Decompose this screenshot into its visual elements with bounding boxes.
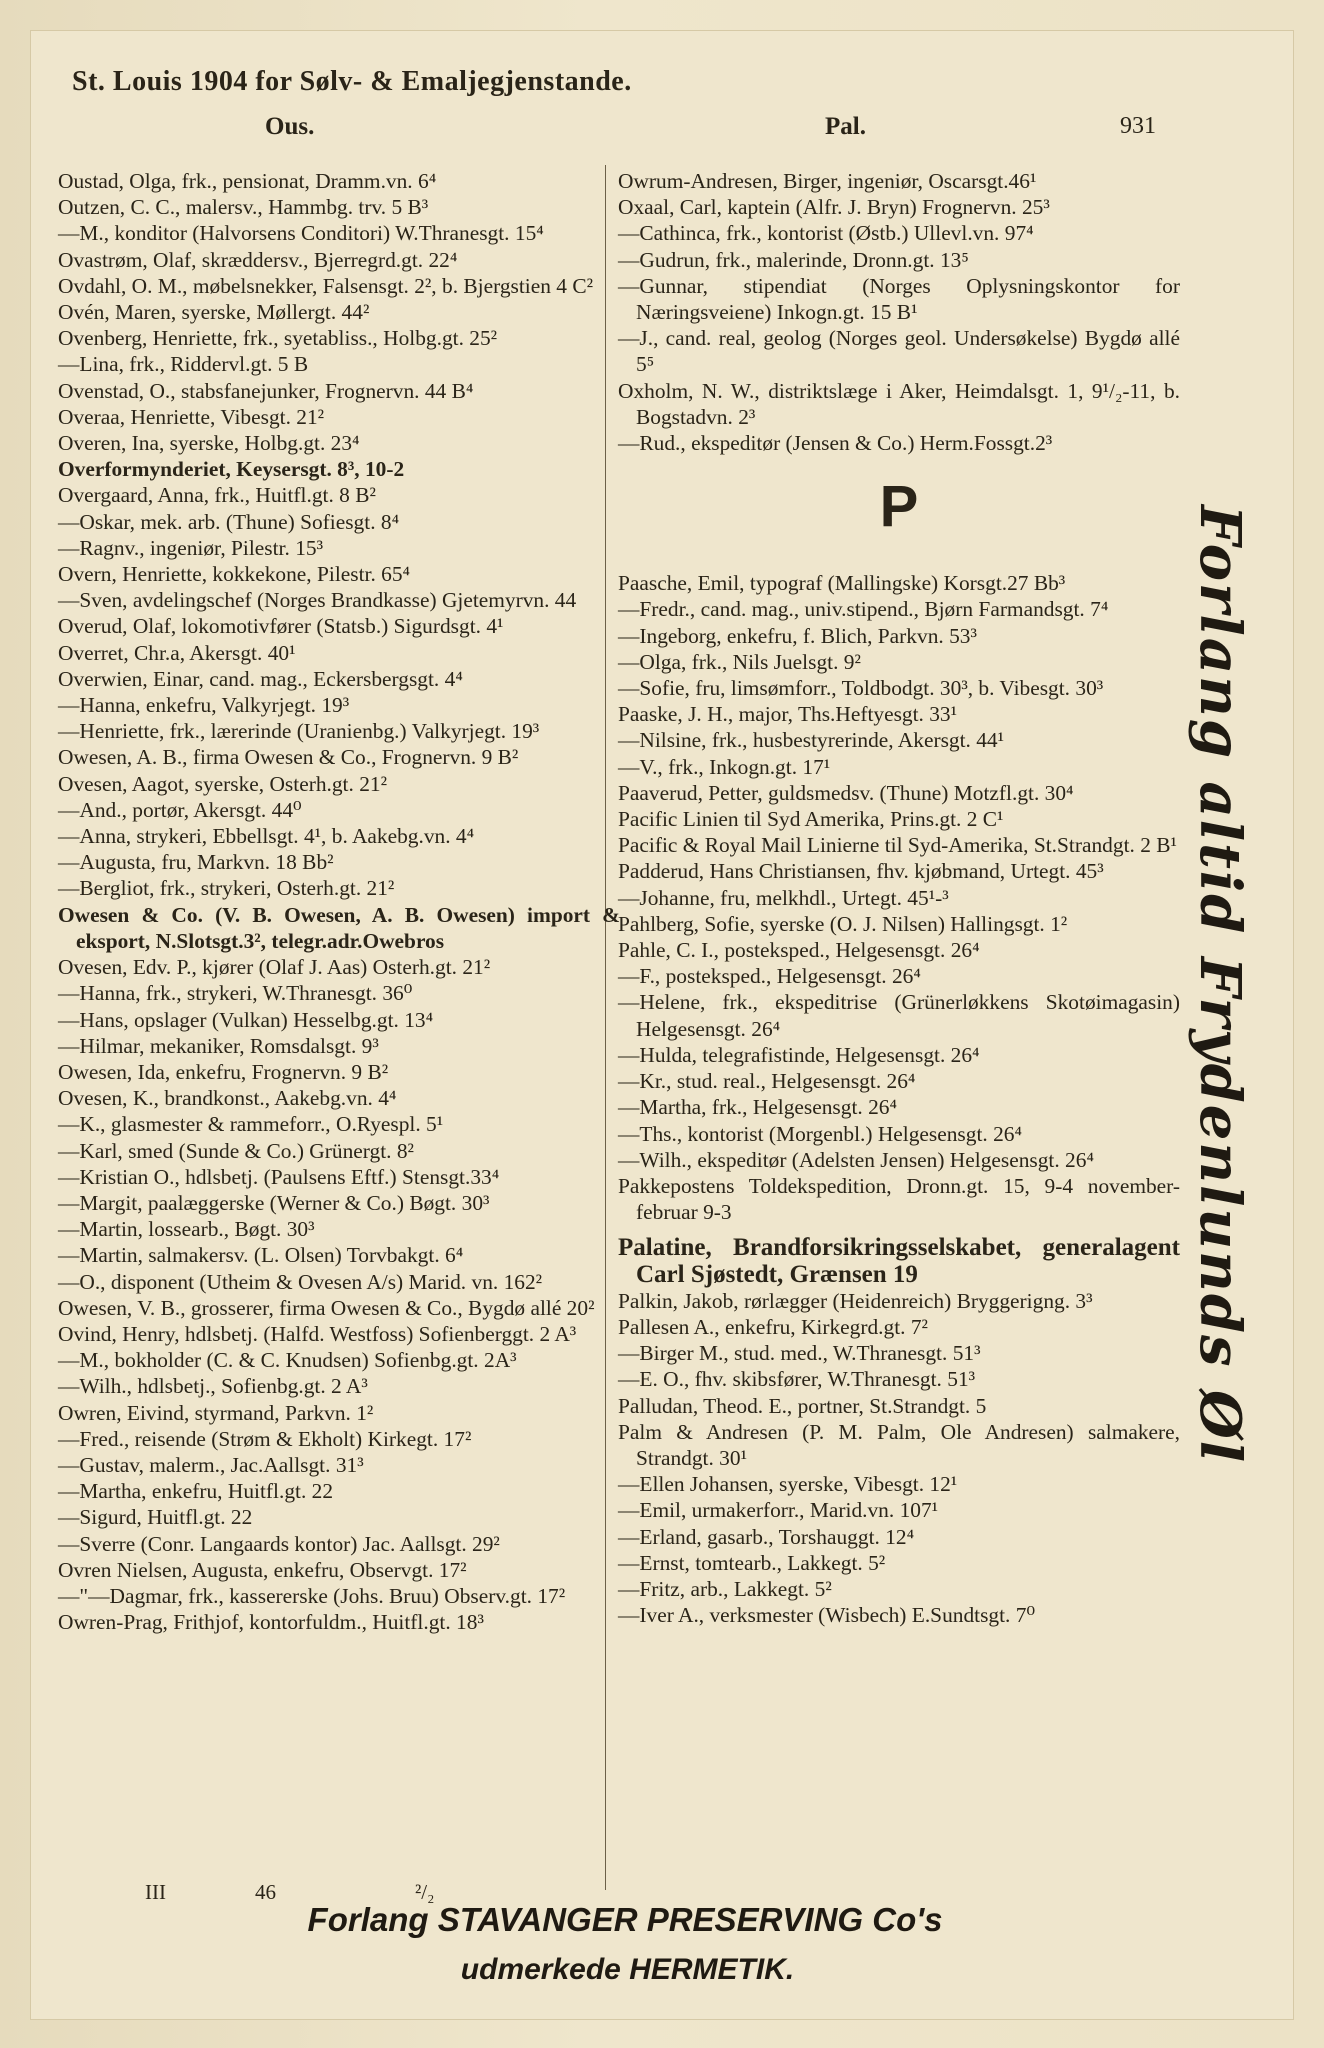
directory-entry: —Karl, smed (Sunde & Co.) Grünergt. 8² — [58, 1138, 414, 1163]
directory-entry: —Anna, strykeri, Ebbellsgt. 4¹, b. Aakebg.vn. 4⁴ — [58, 824, 475, 849]
directory-entry: Overwien, Einar, cand. mag., Eckersbergsgt. 4⁴ — [58, 666, 463, 691]
directory-entry: Overaa, Henriette, Vibesgt. 21² — [58, 404, 325, 429]
directory-entry: —Gustav, malerm., Jac.Aallsgt. 31³ — [58, 1452, 364, 1477]
directory-entry: —Bergliot, frk., strykeri, Osterh.gt. 21² — [58, 876, 395, 901]
top-advert-line: St. Louis 1904 for Sølv- & Emaljegjenstande. — [72, 66, 632, 97]
directory-entry: Owesen, A. B., firma Owesen & Co., Frognervn. 9 B² — [58, 745, 519, 770]
directory-entry: —F., posteksped., Helgesensgt. 26⁴ — [618, 964, 921, 989]
header-left-key: Ous. — [265, 113, 315, 140]
side-advert: Forlang altid Frydenlunds Øl — [1187, 505, 1253, 1465]
directory-entry: —Hanna, frk., strykeri, W.Thranesgt. 36⁰ — [58, 981, 413, 1006]
directory-entry: —Ragnv., ingeniør, Pilestr. 15³ — [58, 535, 323, 560]
directory-entry: Oxholm, N. W., distriktslæge i Aker, Heimdalsgt. 1, 9¹/₂-11, b. Bogstadvn. 2³ — [618, 378, 1180, 429]
directory-entry: —J., cand. real, geolog (Norges geol. Undersøkelse) Bygdø allé 5⁵ — [618, 326, 1180, 377]
directory-entry: Paaske, J. H., major, Ths.Heftyesgt. 33¹ — [618, 702, 958, 727]
directory-entry: Owrum-Andresen, Birger, ingeniør, Oscarsgt.46¹ — [618, 169, 1037, 193]
directory-entry: Ovesen, K., brandkonst., Aakebg.vn. 4⁴ — [58, 1086, 397, 1111]
left-column — [58, 168, 620, 1635]
directory-entry: Owren, Eivind, styrmand, Parkvn. 1² — [58, 1400, 374, 1425]
directory-entry: —Margit, paalæggerske (Werner & Co.) Bøgt. 30³ — [58, 1190, 490, 1215]
page-number: 931 — [1120, 113, 1156, 139]
directory-entry: Palludan, Theod. E., portner, St.Strandgt. 5 — [618, 1393, 987, 1418]
directory-entry: —K., glasmester & rammeforr., O.Ryespl. 5¹ — [58, 1112, 444, 1137]
directory-entry: —Cathinca, frk., kontorist (Østb.) Ullevl.vn. 97⁴ — [618, 221, 1034, 246]
directory-entry: Ovenberg, Henriette, frk., syetabliss., Holbg.gt. 25² — [58, 326, 498, 351]
directory-entry: Owesen & Co. (V. B. Owesen, A. B. Owesen) import & eksport, N.Slotsgt.3², telegr.adr.Owebros — [58, 902, 620, 953]
directory-entry: —Rud., ekspeditør (Jensen & Co.) Herm.Fossgt.2³ — [618, 431, 1053, 456]
directory-entry: Palm & Andresen (P. M. Palm, Ole Andresen) salmakere, Strandgt. 30¹ — [618, 1419, 1180, 1470]
directory-entry: Oxaal, Carl, kaptein (Alfr. J. Bryn) Frognervn. 25³ — [618, 195, 1050, 220]
directory-entry: —Kr., stud. real., Helgesensgt. 26⁴ — [618, 1069, 916, 1094]
directory-entry: Overgaard, Anna, frk., Huitfl.gt. 8 B² — [58, 483, 376, 508]
directory-entry: —Olga, frk., Nils Juelsgt. 9² — [618, 649, 861, 674]
directory-entry: Pahlberg, Sofie, syerske (O. J. Nilsen) Hallingsgt. 1² — [618, 911, 1068, 936]
right-column-top-entries — [618, 168, 1180, 456]
directory-entry: —O., disponent (Utheim & Ovesen A/s) Marid. vn. 162² — [58, 1269, 543, 1294]
directory-entry: Palatine, Brandforsikringsselskabet, generalagent Carl Sjøstedt, Grænsen 19 — [618, 1234, 1180, 1288]
directory-entry: —Henriette, frk., lærerinde (Uranienbg.) Valkyrjegt. 19³ — [58, 719, 540, 744]
directory-entry: Pakkepostens Toldekspedition, Dronn.gt. 15, 9-4 november-februar 9-3 — [618, 1173, 1180, 1225]
footer-sig-left: III — [145, 1880, 166, 1904]
directory-entry: —M., bokholder (C. & C. Knudsen) Sofienbg.gt. 2A³ — [58, 1348, 517, 1373]
directory-entry: —Ths., kontorist (Morgenbl.) Helgesensgt. 26⁴ — [618, 1121, 1022, 1146]
directory-entry: Ovesen, Aagot, syerske, Osterh.gt. 21² — [58, 771, 387, 796]
directory-entry: Overud, Olaf, lokomotivfører (Statsb.) Sigurdsgt. 4¹ — [58, 614, 504, 639]
directory-entry: —Hulda, telegrafistinde, Helgesensgt. 26⁴ — [618, 1042, 980, 1067]
directory-entry: —Fritz, arb., Lakkegt. 5² — [618, 1576, 832, 1601]
directory-entry: Overen, Ina, syerske, Holbg.gt. 23⁴ — [58, 431, 360, 456]
directory-entry: Padderud, Hans Christiansen, fhv. kjøbmand, Urtegt. 45³ — [618, 859, 1104, 884]
directory-entry: Pacific & Royal Mail Linierne til Syd-Amerika, St.Strandgt. 2 B¹ — [618, 833, 1177, 858]
directory-entry: —Sofie, fru, limsømforr., Toldbodgt. 30³, b. Vibesgt. 30³ — [618, 676, 1104, 701]
directory-entry: —Nilsine, frk., husbestyrerinde, Akersgt. 44¹ — [618, 728, 1005, 753]
directory-entry: Ovdahl, O. M., møbelsnekker, Falsensgt. 2², b. Bjergstien 4 C² — [58, 273, 594, 298]
bottom-advert — [0, 1898, 1080, 1990]
directory-entry: —Hans, opslager (Vulkan) Hesselbg.gt. 13⁴ — [58, 1007, 434, 1032]
directory-entry: Ovastrøm, Olaf, skræddersv., Bjerregrd.gt. 22⁴ — [58, 247, 458, 272]
directory-entry: Pacific Linien til Syd Amerika, Prins.gt. 2 C¹ — [618, 807, 1004, 832]
directory-entry: —"—Dagmar, frk., kassererske (Johs. Bruu) Observ.gt. 17² — [58, 1583, 566, 1608]
directory-entry: —Gudrun, frk., malerinde, Dronn.gt. 13⁵ — [618, 247, 969, 272]
directory-entry: —Hanna, enkefru, Valkyrjegt. 19³ — [58, 693, 350, 718]
directory-entry: —Wilh., hdlsbetj., Sofienbg.gt. 2 A³ — [58, 1374, 368, 1399]
directory-entry: Outzen, C. C., malersv., Hammbg. trv. 5 B³ — [58, 195, 429, 220]
directory-entry: Pallesen A., enkefru, Kirkegrd.gt. 7² — [618, 1314, 928, 1339]
directory-entry: —Martin, salmakersv. (L. Olsen) Torvbakgt. 6⁴ — [58, 1243, 464, 1268]
header-right-key: Pal. — [825, 113, 866, 140]
directory-entry: —Birger M., stud. med., W.Thranesgt. 51³ — [618, 1341, 981, 1366]
directory-entry: Ovesen, Edv. P., kjører (Olaf J. Aas) Osterh.gt. 21² — [58, 955, 491, 980]
directory-entry: —Iver A., verksmester (Wisbech) E.Sundtsgt. 7⁰ — [618, 1603, 1036, 1628]
directory-entry: —And., portør, Akersgt. 44⁰ — [58, 797, 302, 822]
directory-entry: —Wilh., ekspeditør (Adelsten Jensen) Helgesensgt. 26⁴ — [618, 1147, 1094, 1172]
directory-entry: —Helene, frk., ekspeditrise (Grünerløkkens Skotøimagasin) Helgesensgt. 26⁴ — [618, 990, 1180, 1041]
directory-entry: —Sverre (Conr. Langaards kontor) Jac. Aallsgt. 29² — [58, 1531, 500, 1556]
directory-entry: —Emil, urmakerforr., Marid.vn. 107¹ — [618, 1498, 939, 1523]
directory-entry: Owesen, V. B., grosserer, firma Owesen & Co., Bygdø allé 20² — [58, 1295, 595, 1320]
directory-entry: —Augusta, fru, Markvn. 18 Bb² — [58, 850, 334, 875]
directory-entry: —Oskar, mek. arb. (Thune) Sofiesgt. 8⁴ — [58, 509, 400, 534]
directory-entry: —Sigurd, Huitfl.gt. 22 — [58, 1505, 253, 1530]
directory-entry: —Fredr., cand. mag., univ.stipend., Bjørn Farmandsgt. 7⁴ — [618, 597, 1109, 622]
directory-entry: Oustad, Olga, frk., pensionat, Dramm.vn. 6⁴ — [58, 169, 437, 193]
directory-entry: Paasche, Emil, typograf (Mallingske) Korsgt.27 Bb³ — [618, 571, 1066, 596]
directory-entry: Owren-Prag, Frithjof, kontorfuldm., Huitfl.gt. 18³ — [58, 1610, 484, 1635]
directory-entry: Ovén, Maren, syerske, Møllergt. 44² — [58, 300, 370, 325]
directory-entry: Owesen, Ida, enkefru, Frognervn. 9 B² — [58, 1059, 389, 1084]
directory-entry: —M., konditor (Halvorsens Conditori) W.Thranesgt. 15⁴ — [58, 221, 544, 246]
directory-entry: —Lina, frk., Riddervl.gt. 5 B — [58, 352, 309, 377]
directory-entry: Ovren Nielsen, Augusta, enkefru, Observgt. 17² — [58, 1557, 467, 1582]
directory-entry: Overformynderiet, Keysersgt. 8³, 10-2 — [58, 457, 405, 482]
directory-entry: —Johanne, fru, melkhdl., Urtegt. 45¹-³ — [618, 885, 949, 910]
directory-entry: —Martha, frk., Helgesensgt. 26⁴ — [618, 1095, 897, 1120]
directory-entry: —Sven, avdelingschef (Norges Brandkasse) Gjetemyrvn. 44 — [58, 588, 577, 613]
bottom-advert-line-1: Forlang STAVANGER PRESERVING Co's — [307, 1901, 943, 1938]
footer-sig-right: ²/₂ — [415, 1880, 435, 1904]
footer-sig-mid: 46 — [255, 1880, 276, 1904]
directory-entry: —Ernst, tomtearb., Lakkegt. 5² — [618, 1550, 886, 1575]
right-column — [618, 168, 1180, 1628]
section-letter: P — [879, 474, 919, 540]
directory-entry: Palkin, Jakob, rørlægger (Heidenreich) Bryggerigng. 3³ — [618, 1288, 1093, 1313]
directory-entry: —Kristian O., hdlsbetj. (Paulsens Eftf.) Stensgt.33⁴ — [58, 1164, 500, 1189]
directory-entry: Overn, Henriette, kokkekone, Pilestr. 65⁴ — [58, 562, 411, 587]
directory-entry: —E. O., fhv. skibsfører, W.Thranesgt. 51³ — [618, 1367, 976, 1392]
directory-entry: —Ellen Johansen, syerske, Vibesgt. 12¹ — [618, 1472, 958, 1497]
directory-entry: —Hilmar, mekaniker, Romsdalsgt. 9³ — [58, 1033, 379, 1058]
directory-entry: —Erland, gasarb., Torshauggt. 12⁴ — [618, 1524, 915, 1549]
directory-entry: —Gunnar, stipendiat (Norges Oplysningskontor for Næringsveiene) Inkogn.gt. 15 B¹ — [618, 273, 1180, 325]
directory-entry: —Martin, lossearb., Bøgt. 30³ — [58, 1217, 315, 1242]
directory-entry: Overret, Chr.a, Akersgt. 40¹ — [58, 640, 296, 665]
right-column-bottom-entries — [618, 570, 1180, 1628]
directory-entry: —Fred., reisende (Strøm & Ekholt) Kirkegt. 17² — [58, 1426, 472, 1451]
directory-entry: —V., frk., Inkogn.gt. 17¹ — [618, 754, 831, 779]
directory-entry: —Ingeborg, enkefru, f. Blich, Parkvn. 53³ — [618, 623, 977, 648]
directory-entry: Ovenstad, O., stabsfanejunker, Frognervn. 44 B⁴ — [58, 378, 474, 403]
directory-entry: —Martha, enkefru, Huitfl.gt. 22 — [58, 1479, 334, 1504]
bottom-advert-line-2: udmerkede HERMETIK. — [460, 1953, 795, 1986]
directory-entry: Ovind, Henry, hdlsbetj. (Halfd. Westfoss) Sofienberggt. 2 A³ — [58, 1321, 577, 1346]
directory-entry: Paaverud, Petter, guldsmedsv. (Thune) Motzfl.gt. 30⁴ — [618, 780, 1074, 805]
directory-entry: Pahle, C. I., posteksped., Helgesensgt. 26⁴ — [618, 938, 980, 963]
